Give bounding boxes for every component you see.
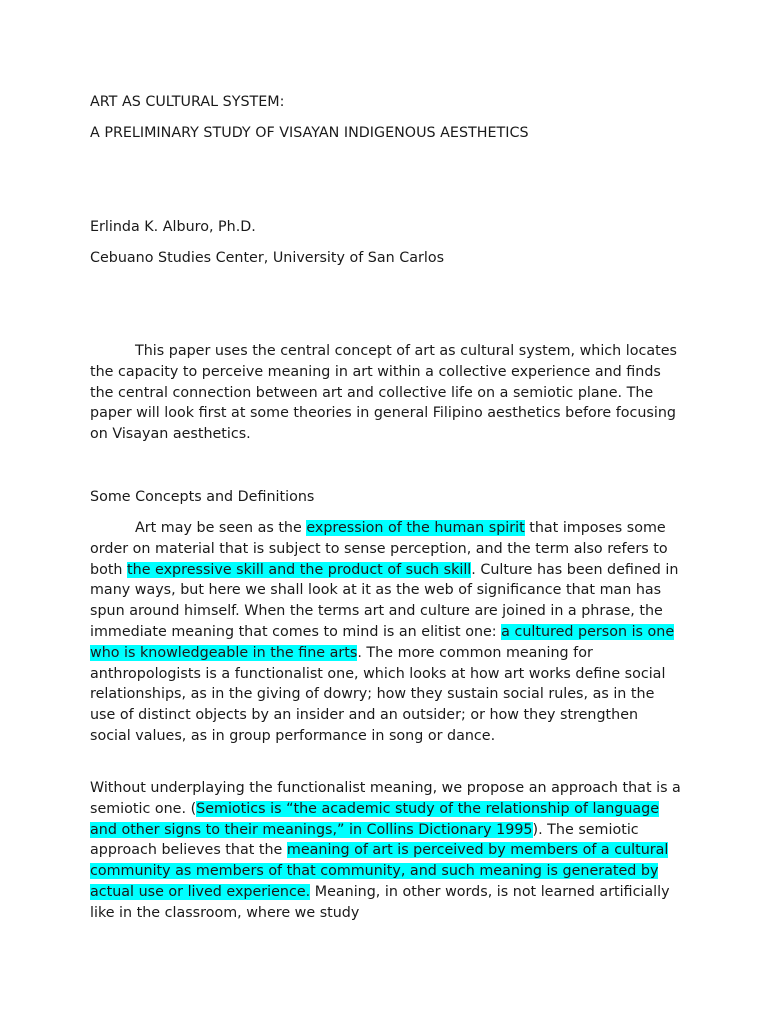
para1-text-1: Art may be seen as the [135, 520, 307, 536]
para2-text-1: Without underplaying the functionalist meaning, we propose an approach that is a semiotic one. ( [90, 780, 681, 817]
section-heading: Some Concepts and Definitions [90, 489, 315, 505]
author-affiliation: Cebuano Studies Center, University of San Carlos [90, 250, 445, 266]
highlight-semiotics-definition: Semiotics is “the academic study of the relationship of language and other signs to their meanings,” in Collins Dictionary 1995 [90, 800, 660, 838]
abstract-text: This paper uses the central concept of art as cultural system, which locates the capacity to perceive meaning in art within a collective experience and finds the central connection between art and collective life on a semiotic plane. The paper will look first at some theories in general Filipino aesthetics before focusing on Visayan aesthetics. [90, 343, 677, 443]
para1-text-4: . The more common meaning for anthropologists is a functionalist one, which looks at how art works define social relationships, as in the giving of dowry; how they sustain social rules, as in the use of distinct objects by an insider and an outsider; or how they strengthen social values, as in group performance in song or dance. [90, 644, 666, 744]
title-line-2: A PRELIMINARY STUDY OF VISAYAN INDIGENOUS AESTHETICS [90, 125, 529, 141]
highlight-cultured-person: a cultured person is one who is knowledgeable in the fine arts [90, 623, 675, 661]
author-name: Erlinda K. Alburo, Ph.D. [90, 219, 256, 235]
highlight-meaning-of-art: meaning of art is perceived by members of a cultural community as members of that community, and such meaning is generated by actual use or lived experience. [90, 842, 669, 900]
highlight-human-spirit: expression of the human spirit [306, 520, 525, 536]
title-line-1: ART AS CULTURAL SYSTEM: [90, 94, 285, 110]
para2-text-3: Meaning, in other words, is not learned artificially like in the classroom, where we study [90, 883, 670, 921]
body-paragraph-2 [90, 778, 682, 924]
para1-text-3: . Culture has been defined in many ways, but here we shall look at it as the web of significance that man has spun around himself. When the terms art and culture are joined in a phrase, the immediate meaning that comes to mind is an elitist one: [90, 561, 679, 640]
abstract-paragraph [90, 341, 682, 445]
highlight-expressive-skill: the expressive skill and the product of such skill [127, 561, 472, 578]
para2-text-2: ). The semiotic approach believes that the [90, 821, 639, 859]
para1-text-2: that imposes some order on material that is subject to sense perception, and the term also refers to both [90, 520, 668, 578]
body-paragraph-1 [90, 518, 682, 747]
